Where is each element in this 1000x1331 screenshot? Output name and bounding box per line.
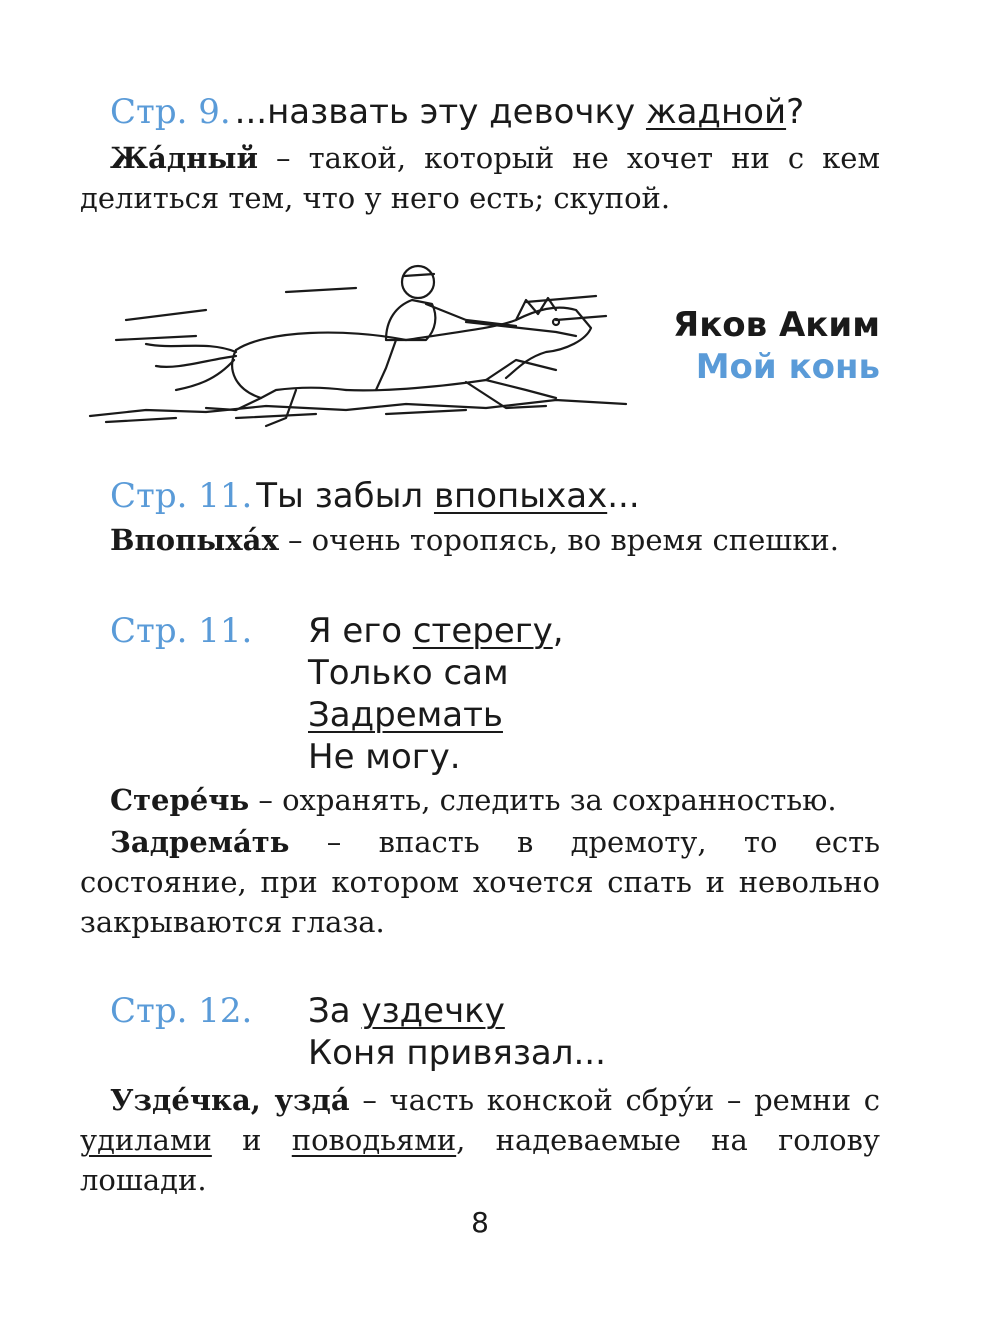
- poem-line: Не могу.: [308, 737, 461, 777]
- definition: Узде́чка, узда́ – часть конской сбру́и – ремни с удилами и поводьями, надеваемые на голову лошади.: [80, 1083, 880, 1197]
- definition: [80, 520, 880, 560]
- underlined-word: уздечку: [361, 991, 505, 1031]
- poem-line: [308, 694, 564, 736]
- entry-page-9: [80, 88, 880, 218]
- definition-text: – охранять, следить за сохранностью.: [249, 783, 837, 817]
- page-reference: Стр. 11.: [110, 476, 253, 516]
- poem-line: Коня привязал...: [308, 1033, 606, 1073]
- poem-excerpt: [308, 990, 606, 1074]
- definition-term: Узде́чка, узда́: [110, 1083, 350, 1117]
- definition-text: – впасть в дремоту, то есть состояние, при котором хочется спать и невольно закрываются глаза.: [80, 825, 880, 939]
- entry-page-11a: [80, 472, 880, 560]
- poem-line: Я его стерегу,: [308, 611, 564, 651]
- poem-line: За уздечку: [308, 991, 505, 1031]
- definition-term: Стере́чь: [110, 783, 250, 817]
- page-reference: Стр. 9.: [110, 92, 231, 132]
- definition-term: Задрема́ть: [110, 825, 290, 859]
- definition-text: – такой, который не хочет ни с кем делиться тем, что у него есть; скупой.: [80, 141, 880, 215]
- poem-excerpt: [308, 610, 564, 778]
- underlined-word: жадной: [645, 92, 787, 132]
- definition-term: Впопыха́х: [110, 523, 279, 557]
- author-name: Яков Аким: [673, 305, 880, 345]
- underlined-word: Задремать: [308, 695, 503, 735]
- definition-term: Жа́дный: [110, 141, 258, 175]
- page-reference: Стр. 12.: [110, 991, 253, 1031]
- entry-page-12: [80, 990, 880, 1200]
- poem-title: Мой конь: [695, 347, 880, 387]
- quote-text: ...назвать эту девочку жадной?: [234, 92, 805, 132]
- underlined-word: стерегу: [412, 611, 553, 651]
- underlined-word: впопыхах: [433, 476, 608, 516]
- definition: [80, 822, 880, 942]
- definition: [80, 138, 880, 218]
- entry-page-11b: [80, 610, 880, 942]
- poem-line: Только сам: [308, 653, 509, 693]
- page-number: 8: [471, 1206, 489, 1239]
- definition-text: – очень торопясь, во время спешки.: [278, 523, 839, 557]
- underlined-word: удилами: [80, 1123, 212, 1157]
- definition: [80, 780, 880, 820]
- page-reference: Стр. 11.: [110, 611, 253, 651]
- quote-text: Ты забыл впопыхах...: [256, 476, 640, 516]
- underlined-word: поводьями: [291, 1123, 457, 1157]
- poem-header: [560, 304, 880, 388]
